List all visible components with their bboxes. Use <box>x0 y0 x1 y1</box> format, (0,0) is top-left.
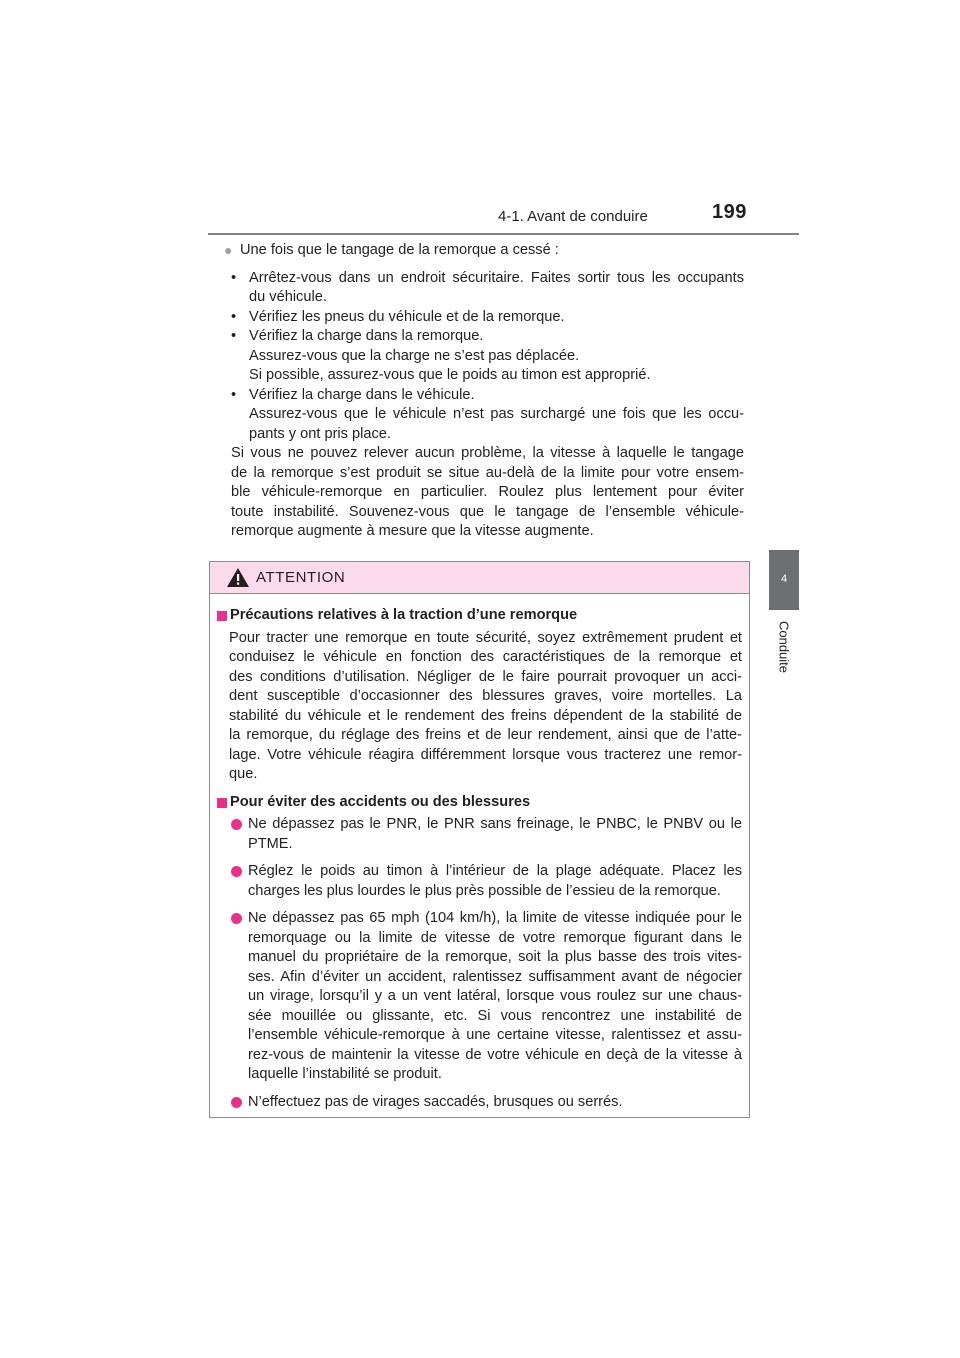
warning-item-line: laquelle l’instabilité se produit. <box>248 1066 442 1082</box>
list-item-line: du véhicule. <box>249 289 327 305</box>
section-text-line: conduisez le véhicule en fonction des caractéristiques de la remorque et <box>229 649 742 665</box>
warning-item-line: manuel du propriétaire de la remorque, soit la plus basse des trois vites- <box>248 949 742 965</box>
section-text-line: que. <box>229 766 258 782</box>
warning-item-line: Réglez le poids au timon à l’intérieur de la plage adéquate. Placez les <box>248 863 742 879</box>
page-number: 199 <box>712 201 747 223</box>
warning-item-line: N’effectuez pas de virages saccadés, brusques ou serrés. <box>248 1093 623 1110</box>
warning-list-item <box>217 862 742 901</box>
warning-triangle-icon <box>227 568 249 587</box>
list-item <box>231 386 744 445</box>
section-text <box>217 629 742 785</box>
warning-item-line: PTME. <box>248 835 293 852</box>
paragraph-line: toute instabilité. Souvenez-vous que le tangage de l’ensemble véhicule- <box>231 503 744 520</box>
section-text-line: Pour tracter une remorque en toute sécurité, soyez extrêmement prudent et <box>229 629 742 646</box>
chapter-label: Conduite <box>776 620 792 674</box>
warning-list-item <box>217 1093 742 1113</box>
dot-bullet-icon <box>231 1097 242 1108</box>
section-text-line: stabilité du véhicule et le rendement des freins dépendent de la stabilité de <box>229 707 742 724</box>
paragraph-line: Si vous ne pouvez relever aucun problème, la vitesse à laquelle le tangage <box>231 445 744 461</box>
warning-item-line: sée mouillée ou glissante, etc. Si vous rencontrez une instabilité de <box>248 1007 742 1024</box>
list-item <box>231 327 744 386</box>
check-list <box>224 269 744 445</box>
dot-bullet-icon <box>231 866 242 877</box>
dot-bullet-icon <box>231 913 242 924</box>
bullet-icon: • <box>231 328 237 344</box>
warning-box <box>209 561 750 1118</box>
list-item-line: Si possible, assurez-vous que le poids au timon est approprié. <box>249 367 651 383</box>
section-text-line: lage. Votre véhicule réagira différemment lorsque vous tracterez une remor- <box>229 746 742 763</box>
warning-item-line: remorquage ou la limite de vitesse de votre remorque figurant dans le <box>248 929 742 946</box>
section-heading-text: Pour éviter des accidents ou des blessures <box>230 793 531 810</box>
header-section-title: 4-1. Avant de conduire <box>498 208 648 225</box>
warning-list-item <box>217 815 742 854</box>
bullet-icon: • <box>231 269 237 286</box>
list-item-line: Vérifiez la charge dans le véhicule. <box>249 386 475 403</box>
warning-item-line: l’ensemble véhicule-remorque à une certaine vitesse, ralentissez et assu- <box>248 1027 742 1043</box>
intro-content <box>224 241 744 542</box>
paragraph-line: remorque augmente à mesure que la vitesse augmente. <box>231 523 594 539</box>
warning-list-item <box>217 909 742 1085</box>
list-item-line: Arrêtez-vous dans un endroit sécuritaire. Faites sortir tous les occupants <box>249 269 744 286</box>
circle-bullet-icon: ● <box>224 242 233 258</box>
warning-item-line: rez-vous de maintenir la vitesse de votre véhicule en deçà de la vitesse à <box>248 1046 742 1063</box>
chapter-tab[interactable]: 4 <box>769 550 799 610</box>
warning-header <box>210 562 749 594</box>
section-heading-text: Précautions relatives à la traction d’une remorque <box>230 607 578 623</box>
warning-item-line: un virage, lorsqu’il y a un vent latéral, lorsque vous roulez sur une chaus- <box>248 988 742 1004</box>
list-item-line: pants y ont pris place. <box>249 425 391 442</box>
warning-item-line: ses. Afin d’éviter un accident, ralentissez suffisamment avant de négocier <box>248 968 742 985</box>
warning-item-line: Ne dépassez pas 65 mph (104 km/h), la limite de vitesse indiquée pour le <box>248 910 742 926</box>
list-item-line: Assurez-vous que le véhicule n’est pas surchargé une fois que les occu- <box>249 406 744 422</box>
warning-item-line: Ne dépassez pas le PNR, le PNR sans freinage, le PNBC, le PNBV ou le <box>248 816 742 832</box>
intro-paragraph <box>224 444 744 542</box>
paragraph-line: ble véhicule-remorque en particulier. Roulez plus lentement pour éviter <box>231 484 744 500</box>
lead-item <box>224 241 744 261</box>
warning-title: ATTENTION <box>256 569 346 586</box>
warning-body <box>210 594 749 1112</box>
list-item-line: Vérifiez la charge dans la remorque. <box>249 328 484 344</box>
bullet-icon: • <box>231 308 237 325</box>
section-heading <box>217 793 742 813</box>
paragraph-line: de la remorque s’est produit se situe au-delà de la limite pour votre ensem- <box>231 464 744 481</box>
section-text-line: la remorque, du réglage des freins et de leur rendement, ainsi que de l’atte- <box>229 727 742 743</box>
bullet-icon: • <box>231 386 237 403</box>
section-text-line: des conditions d’utilisation. Négliger de le faire pourrait provoquer un acci- <box>229 668 742 685</box>
square-marker-icon <box>217 798 227 808</box>
section-heading <box>217 606 742 626</box>
list-item-line: Vérifiez les pneus du véhicule et de la remorque. <box>249 308 565 325</box>
warning-item-line: charges les plus lourdes le plus près possible de l’essieu de la remorque. <box>248 882 721 899</box>
section-text-line: dent susceptible d’occasionner des blessures graves, voire mortelles. La <box>229 688 742 704</box>
dot-bullet-icon <box>231 819 242 830</box>
header-rule <box>208 233 799 235</box>
list-item <box>231 269 744 308</box>
lead-text: Une fois que le tangage de la remorque a cessé : <box>240 242 559 258</box>
square-marker-icon <box>217 611 227 621</box>
list-item <box>231 308 744 328</box>
list-item-line: Assurez-vous que la charge ne s’est pas déplacée. <box>249 347 580 364</box>
